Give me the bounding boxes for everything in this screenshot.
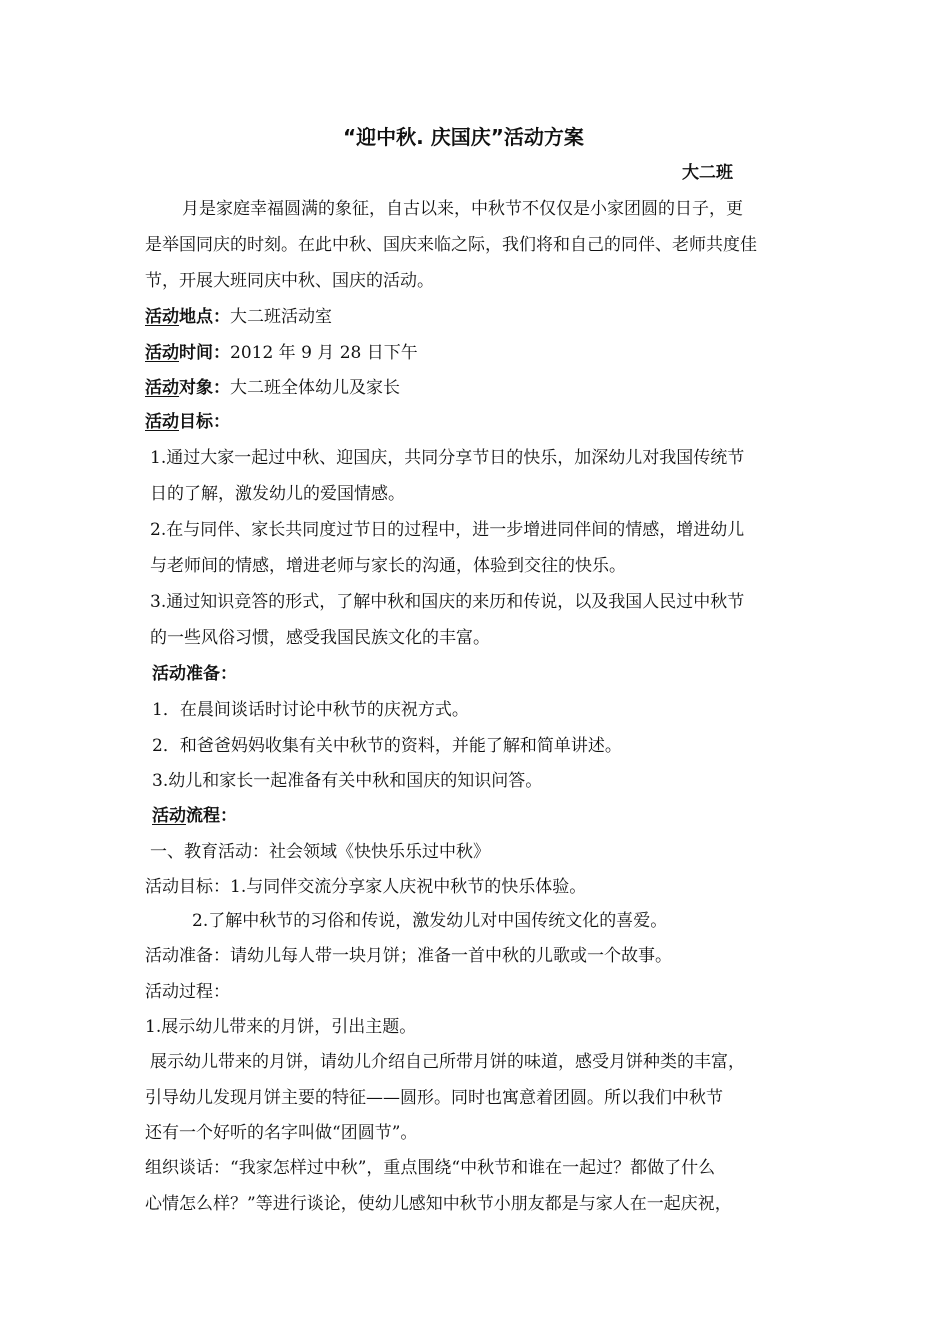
document-title: “迎中秋. 庆国庆”活动方案 [343, 125, 584, 149]
flow-line: 还有一个好听的名字叫做“团圆节”。 [145, 1123, 418, 1143]
flow-heading-lead: 活动 [152, 806, 186, 826]
prep-line: 1．在晨间谈话时讨论中秋节的庆祝方式。 [152, 700, 469, 720]
goal-line: 1.通过大家一起过中秋、迎国庆，共同分享节日的快乐，加深幼儿对我国传统节 [150, 448, 745, 468]
audience-value: 大二班全体幼儿及家长 [230, 378, 400, 398]
prep-line: 3.幼儿和家长一起准备有关中秋和国庆的知识问答。 [152, 771, 543, 791]
time-lead: 活动 [145, 343, 179, 363]
goal-line: 3.通过知识竞答的形式，了解中秋和国庆的来历和传说，以及我国人民过中秋节 [150, 592, 745, 612]
intro-line: 节，开展大班同庆中秋、国庆的活动。 [145, 271, 434, 291]
flow-line: 组织谈话：“我家怎样过中秋”，重点围绕“中秋节和谁在一起过？都做了什么 [145, 1158, 716, 1178]
time-row [145, 342, 418, 364]
flow-line: 心情怎么样？”等进行谈论，使幼儿感知中秋节小朋友都是与家人在一起庆祝， [145, 1194, 732, 1214]
audience-label: 对象： [179, 378, 230, 398]
flow-line: 2.了解中秋节的习俗和传说，激发幼儿对中国传统文化的喜爱。 [192, 911, 668, 931]
prep-line: 2．和爸爸妈妈收集有关中秋节的资料，并能了解和简单讲述。 [152, 736, 622, 756]
flow-heading-label: 流程： [186, 806, 237, 826]
goals-heading-lead: 活动 [145, 412, 179, 432]
audience-row [145, 377, 400, 399]
goal-line: 的一些风俗习惯，感受我国民族文化的丰富。 [150, 628, 490, 648]
location-lead: 活动 [145, 307, 179, 327]
time-label: 时间： [179, 343, 230, 363]
goal-line: 2.在与同伴、家长共同度过节日的过程中，进一步增进同伴间的情感，增进幼儿 [150, 520, 745, 540]
goals-heading [145, 411, 230, 433]
location-row [145, 306, 332, 328]
class-name: 大二班 [682, 163, 733, 183]
flow-line: 活动目标：1.与同伴交流分享家人庆祝中秋节的快乐体验。 [145, 877, 587, 897]
flow-line: 1.展示幼儿带来的月饼，引出主题。 [145, 1017, 417, 1037]
goals-heading-label: 目标： [179, 412, 230, 432]
prep-heading: 活动准备： [152, 664, 237, 684]
flow-line: 引导幼儿发现月饼主要的特征——圆形。同时也寓意着团圆。所以我们中秋节 [145, 1088, 723, 1108]
goal-line: 与老师间的情感，增进老师与家长的沟通，体验到交往的快乐。 [150, 556, 626, 576]
location-value: 大二班活动室 [230, 307, 332, 327]
time-value: 2012 年 9 月 28 日下午 [230, 343, 418, 363]
flow-line: 一、教育活动：社会领域《快快乐乐过中秋》 [150, 842, 490, 862]
intro-line: 月是家庭幸福圆满的象征，自古以来，中秋节不仅仅是小家团圆的日子，更 [182, 199, 743, 219]
intro-line: 是举国同庆的时刻。在此中秋、国庆来临之际，我们将和自己的同伴、老师共度佳 [145, 235, 757, 255]
flow-line: 活动过程： [145, 982, 230, 1002]
location-label: 地点： [179, 307, 230, 327]
audience-lead: 活动 [145, 378, 179, 398]
goal-line: 日的了解，激发幼儿的爱国情感。 [150, 484, 405, 504]
flow-heading [152, 805, 237, 827]
flow-line: 展示幼儿带来的月饼，请幼儿介绍自己所带月饼的味道，感受月饼种类的丰富， [150, 1052, 745, 1072]
flow-line: 活动准备：请幼儿每人带一块月饼；准备一首中秋的儿歌或一个故事。 [145, 946, 672, 966]
